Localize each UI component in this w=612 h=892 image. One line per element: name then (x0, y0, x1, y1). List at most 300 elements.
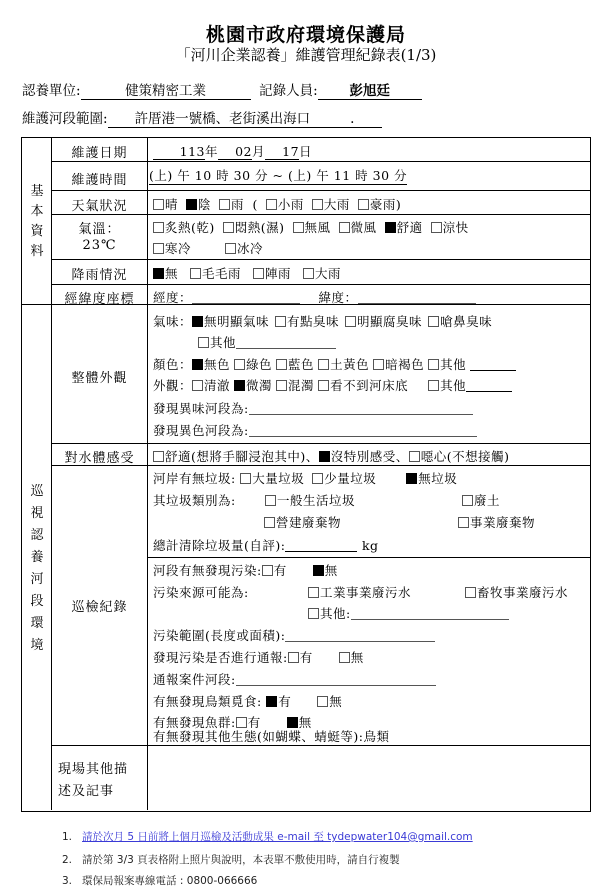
look-options (192, 378, 412, 393)
checkbox-checked-icon[interactable] (406, 473, 417, 484)
rain-options (153, 264, 353, 282)
checkbox-icon[interactable] (358, 199, 369, 210)
range-row-pollution (153, 626, 435, 644)
trash-options (240, 471, 384, 486)
case-row (153, 670, 436, 688)
checkbox-label: 舒適(想將手腳浸泡其中)、 (165, 449, 319, 464)
checkbox-label: 無明顯氣味 (204, 314, 270, 329)
row-divider (147, 557, 591, 558)
trash-total-row (153, 536, 379, 554)
checkbox-icon[interactable] (465, 587, 476, 598)
note-number: 3. (62, 875, 73, 887)
record-table (21, 137, 591, 812)
color-other-input[interactable] (470, 370, 516, 371)
checkbox-icon[interactable] (253, 268, 264, 279)
date-month[interactable]: 02 (218, 144, 252, 160)
checkbox-option[interactable] (262, 563, 287, 578)
trash-type-2 (462, 491, 500, 509)
report-label: 發現污染是否進行通報: (153, 650, 288, 665)
checkbox-icon[interactable] (219, 199, 230, 210)
checkbox-label: 雨 ( (231, 197, 258, 212)
page-subtitle: 「河川企業認養」維護管理紀錄表(1/3) (175, 46, 437, 64)
checkbox-label: 毛毛雨 (202, 266, 242, 281)
checkbox-icon[interactable] (192, 380, 203, 391)
checkbox-option[interactable] (293, 220, 331, 235)
time-min-unit-2: 分 (394, 168, 408, 183)
checkbox-label: 有點臭味 (287, 314, 340, 329)
source-other-input[interactable] (351, 619, 509, 620)
checkbox-option[interactable] (266, 694, 291, 709)
trash-type-1 (265, 491, 355, 509)
row-divider (51, 190, 591, 191)
row-divider (51, 214, 591, 215)
checkbox-option[interactable] (192, 314, 269, 329)
checkbox-icon[interactable] (225, 243, 236, 254)
checkbox-option[interactable] (428, 357, 466, 372)
recorder-value[interactable]: 彭旭廷 (318, 79, 422, 100)
date-year[interactable]: 113 (153, 144, 205, 160)
checkbox-label: 陣雨 (265, 266, 292, 281)
checkbox-option[interactable] (276, 378, 314, 393)
birds-label: 有無發現鳥類覓食: (153, 694, 262, 709)
checkbox-icon[interactable] (318, 380, 329, 391)
checkbox-option[interactable] (317, 694, 342, 709)
checkbox-icon[interactable] (264, 517, 275, 528)
range-row (22, 107, 382, 128)
other-notes-field[interactable] (148, 746, 590, 810)
checkbox-label: 有 (299, 650, 313, 665)
source-option-2 (465, 583, 568, 601)
note-3 (62, 873, 257, 888)
checkbox-icon[interactable] (458, 517, 469, 528)
checkbox-option[interactable] (240, 471, 304, 486)
checkbox-option[interactable] (431, 220, 469, 235)
trash-type-3 (264, 513, 341, 531)
checkbox-label: 晴 (165, 197, 179, 212)
look-other-input[interactable] (466, 391, 512, 392)
row-divider (51, 443, 591, 444)
checkbox-label: 廢土 (474, 493, 501, 508)
checkbox-label: 其他: (320, 606, 351, 621)
odd-color-input[interactable] (249, 436, 477, 437)
time-hour-unit-2: 時 (355, 168, 369, 183)
birds-options (266, 694, 368, 709)
checkbox-option[interactable] (458, 515, 535, 530)
checkbox-option[interactable] (385, 220, 423, 235)
email-link[interactable]: 請於次月 5 日前將上個月巡檢及活動成果 e-mail 至 tydepwater104@gmail.com (82, 831, 473, 843)
checkbox-label: 暗褐色 (385, 357, 425, 372)
temperature-options-1 (153, 218, 477, 236)
checkbox-icon[interactable] (288, 652, 299, 663)
checkbox-label: 一般生活垃圾 (277, 493, 356, 508)
checkbox-option[interactable] (345, 314, 422, 329)
time-end-wu: 午 (316, 168, 330, 183)
checkbox-label: 有 (273, 563, 287, 578)
source-label: 污染來源可能為: (153, 585, 249, 600)
other-label (58, 759, 128, 803)
checkbox-label: 其他 (210, 335, 237, 350)
checkbox-option[interactable] (318, 357, 369, 372)
date-day-unit: 日 (299, 144, 313, 159)
checkbox-checked-icon[interactable] (266, 696, 277, 707)
checkbox-icon[interactable] (265, 495, 276, 506)
checkbox-label: 噁心(不想接觸) (420, 449, 510, 464)
checkbox-label: 炙熱(乾) (165, 220, 215, 235)
row-divider (51, 259, 591, 260)
checkbox-label: 明顯腐臭味 (357, 314, 423, 329)
page-title: 桃園市政府環境保護局 (205, 24, 406, 46)
checkbox-option[interactable] (153, 241, 191, 256)
range-label: 維護河段範圍: (22, 111, 108, 127)
date-year-unit: 年 (205, 144, 219, 159)
case-label: 通報案件河段: (153, 672, 236, 687)
section-char: 基 (30, 184, 44, 199)
odd-smell-input[interactable] (249, 414, 473, 415)
checkbox-label: 事業廢棄物 (470, 515, 536, 530)
checkbox-option[interactable] (318, 378, 408, 393)
checkbox-icon[interactable] (276, 359, 287, 370)
section-char: 認 (30, 528, 44, 543)
smell-label: 氣味： (153, 314, 193, 329)
checkbox-option[interactable] (253, 266, 291, 281)
trash-total-label: 總計清除垃圾量(自評): (153, 538, 286, 553)
checkbox-icon[interactable] (275, 316, 286, 327)
color-options (192, 357, 470, 372)
date-label: 維護日期 (71, 146, 128, 161)
temperature-label: 氣溫： (78, 222, 121, 237)
checkbox-option[interactable] (339, 220, 377, 235)
checkbox-label: 舒適 (396, 220, 423, 235)
note-text: 請於第 3/3 頁表格附上照片與說明，本表單不敷使用時，請自行複製 (82, 854, 400, 866)
checkbox-icon[interactable] (462, 495, 473, 506)
trash-total-unit: kg (361, 538, 379, 553)
checkbox-label: 無色 (204, 357, 231, 372)
odd-color-row (153, 421, 477, 439)
trash-total-input[interactable] (285, 551, 357, 552)
checkbox-label: 無風 (304, 220, 331, 235)
checkbox-option[interactable] (265, 493, 355, 508)
checkbox-option[interactable] (276, 357, 314, 372)
note-text: 環保局報案專線電話 : 0800-066666 (82, 875, 258, 887)
checkbox-option[interactable] (198, 335, 236, 350)
time-start-hour[interactable]: 10 (194, 168, 212, 183)
checkbox-option[interactable] (264, 515, 341, 530)
time-hour-unit: 時 (216, 168, 230, 183)
checkbox-label: 少量垃圾 (324, 471, 377, 486)
checkbox-label: 大雨 (323, 197, 350, 212)
checkbox-option[interactable] (428, 378, 466, 393)
checkbox-icon[interactable] (303, 268, 314, 279)
longitude-label: 經度： (153, 290, 193, 305)
checkbox-label: 豪雨) (369, 197, 402, 212)
checkbox-label: 混濁 (288, 378, 315, 393)
checkbox-icon[interactable] (318, 359, 329, 370)
checkbox-option[interactable] (312, 471, 376, 486)
trash-type-label: 其垃圾類別為: (153, 493, 236, 508)
checkbox-option[interactable] (308, 585, 411, 600)
checkbox-label: 悶熱(濕) (234, 220, 285, 235)
checkbox-icon[interactable] (428, 380, 439, 391)
trash-label: 河岸有無垃圾: (153, 471, 236, 486)
checkbox-option[interactable] (192, 378, 230, 393)
time-sep: ~ (272, 168, 284, 183)
checkbox-icon[interactable] (431, 222, 442, 233)
odd-smell-label: 發現異味河段為: (153, 401, 249, 416)
checkbox-label: 無 (165, 266, 179, 281)
note-number: 2. (62, 854, 73, 866)
checkbox-option[interactable] (153, 266, 178, 281)
eco-row (153, 727, 389, 745)
checkbox-icon[interactable] (190, 268, 201, 279)
section-char: 養 (30, 550, 44, 565)
checkbox-label: 微風 (350, 220, 377, 235)
checkbox-icon[interactable] (409, 451, 420, 462)
checkbox-icon[interactable] (234, 359, 245, 370)
checkbox-label: 營建廢棄物 (276, 515, 342, 530)
smell-other-option (198, 335, 236, 350)
checkbox-option[interactable] (428, 314, 492, 329)
checkbox-label: 冰冷 (237, 241, 264, 256)
checkbox-checked-icon[interactable] (153, 268, 164, 279)
checkbox-icon[interactable] (153, 451, 164, 462)
col-divider (147, 138, 148, 810)
note-number: 1. (62, 831, 73, 843)
checkbox-option[interactable] (313, 563, 338, 578)
checkbox-option[interactable] (409, 449, 510, 464)
smell-other-row (198, 333, 336, 351)
time-start-min[interactable]: 30 (233, 168, 251, 183)
fish-label: 有無發現魚群: (153, 715, 236, 730)
checkbox-label: 大量垃圾 (252, 471, 305, 486)
checkbox-checked-icon[interactable] (192, 359, 203, 370)
time-end-hour[interactable]: 11 (333, 168, 351, 183)
checkbox-option[interactable] (153, 449, 319, 464)
section-char: 資 (30, 224, 44, 239)
checkbox-option[interactable] (266, 197, 304, 212)
source-row (153, 583, 249, 601)
checkbox-option[interactable] (358, 197, 401, 212)
checkbox-option[interactable] (312, 197, 350, 212)
eco-value[interactable]: 鳥類 (363, 729, 390, 744)
checkbox-checked-icon[interactable] (319, 451, 330, 462)
checkbox-icon[interactable] (266, 199, 277, 210)
checkbox-option[interactable] (465, 585, 568, 600)
checkbox-checked-icon[interactable] (186, 199, 197, 210)
note-1 (62, 829, 473, 844)
checkbox-checked-icon[interactable] (192, 316, 203, 327)
checkbox-icon[interactable] (153, 199, 164, 210)
time-label: 維護時間 (71, 173, 128, 188)
temperature-options-2 (153, 239, 297, 257)
odd-color-label: 發現異色河段為: (153, 423, 249, 438)
checkbox-label: 無垃圾 (418, 471, 458, 486)
coords-label: 經緯度座標 (64, 292, 135, 307)
temperature-value: 23℃ (82, 238, 117, 253)
pollution-label: 河段有無發現污染: (153, 563, 262, 578)
checkbox-label: 綠色 (246, 357, 273, 372)
section-basic-label (22, 182, 52, 262)
pollution-range-input[interactable] (285, 641, 435, 642)
checkbox-icon[interactable] (308, 608, 319, 619)
checkbox-label: 寒冷 (165, 241, 192, 256)
recorder-label: 記錄人員: (259, 83, 318, 99)
checkbox-label: 清澈 (204, 378, 231, 393)
checkbox-option[interactable] (234, 357, 272, 372)
checkbox-option[interactable] (373, 357, 424, 372)
checkbox-label: 畜牧事業廢污水 (477, 585, 569, 600)
weather-label: 天氣狀況 (71, 199, 128, 214)
section-char: 境 (30, 638, 44, 653)
feeling-options (153, 447, 510, 465)
section-char: 料 (30, 244, 44, 259)
date-month-unit: 月 (252, 144, 266, 159)
section-patrol-label (22, 481, 52, 657)
source-other-option (308, 606, 351, 621)
odd-smell-row (153, 399, 473, 417)
color-label: 顏色： (153, 357, 193, 372)
look-row (153, 376, 512, 394)
checkbox-option[interactable] (153, 197, 178, 212)
checkbox-option[interactable] (234, 378, 272, 393)
checkbox-option[interactable] (339, 650, 364, 665)
trash-row (153, 469, 457, 487)
checkbox-option[interactable] (223, 220, 285, 235)
checkbox-icon[interactable] (373, 359, 384, 370)
checkbox-label: 涼快 (442, 220, 469, 235)
section-char: 視 (30, 506, 44, 521)
range-value-text: 許厝港一號橋、老街溪出海口 (134, 111, 311, 127)
checkbox-checked-icon[interactable] (313, 565, 324, 576)
checkbox-label: 微濁 (246, 378, 273, 393)
other-label-line: 述及記事 (58, 784, 115, 799)
latitude-label: 緯度： (318, 290, 358, 305)
checkbox-label: 其他 (440, 357, 467, 372)
trash-type-4 (458, 513, 535, 531)
birds-row (153, 692, 368, 710)
section-char: 環 (30, 616, 44, 631)
checkbox-icon[interactable] (345, 316, 356, 327)
checkbox-label: 看不到河床底 (330, 378, 409, 393)
time-field[interactable] (149, 166, 407, 185)
date-day[interactable]: 17 (265, 144, 299, 160)
time-start-wu: 午 (177, 168, 191, 183)
checkbox-label: 工業事業廢污水 (320, 585, 412, 600)
checkbox-label: 其他 (440, 378, 467, 393)
time-start-ampm: (上) (149, 168, 173, 183)
checkbox-option[interactable] (303, 266, 341, 281)
checkbox-icon[interactable] (276, 380, 287, 391)
smell-options (192, 314, 498, 329)
checkbox-label: 有 (278, 694, 292, 709)
checkbox-option[interactable] (319, 449, 409, 464)
checkbox-icon[interactable] (312, 199, 323, 210)
adopter-row (22, 79, 422, 100)
date-field[interactable] (153, 142, 312, 160)
time-end-min[interactable]: 30 (372, 168, 390, 183)
checkbox-icon[interactable] (339, 222, 350, 233)
checkbox-label: 無 (324, 563, 338, 578)
checkbox-option[interactable] (308, 606, 351, 621)
checkbox-icon[interactable] (223, 222, 234, 233)
source-option-1 (308, 583, 411, 601)
look-label: 外觀： (153, 378, 193, 393)
checkbox-label: 有 (247, 715, 261, 730)
eco-label: 有無發現其他生態(如蝴蝶、蜻蜓等): (153, 729, 364, 744)
adopter-value[interactable]: 健策精密工業 (81, 79, 251, 100)
checkbox-option[interactable] (153, 220, 215, 235)
case-input[interactable] (236, 685, 436, 686)
rain-label: 降雨情況 (71, 268, 128, 283)
checkbox-icon[interactable] (317, 696, 328, 707)
checkbox-icon[interactable] (312, 473, 323, 484)
checkbox-icon[interactable] (339, 652, 350, 663)
smell-row (153, 312, 498, 330)
checkbox-option[interactable] (186, 197, 211, 212)
latitude-input[interactable] (358, 303, 476, 304)
smell-other-input[interactable] (236, 348, 336, 349)
checkbox-label: 大雨 (315, 266, 342, 281)
checkbox-label: 無 (350, 650, 364, 665)
checkbox-option[interactable] (406, 471, 457, 486)
checkbox-label: 無 (298, 715, 312, 730)
row-divider (51, 284, 591, 285)
checkbox-checked-icon[interactable] (385, 222, 396, 233)
checkbox-option[interactable] (275, 314, 339, 329)
checkbox-icon[interactable] (293, 222, 304, 233)
checkbox-option[interactable] (192, 357, 230, 372)
pollution-range-label: 污染範圍(長度或面積): (153, 628, 286, 643)
checkbox-option[interactable] (462, 493, 500, 508)
checkbox-option[interactable] (190, 266, 241, 281)
checkbox-label: 陰 (198, 197, 212, 212)
report-row (153, 648, 390, 666)
weather-options (153, 195, 409, 213)
look-other-option (428, 378, 466, 393)
coords-field (153, 288, 476, 306)
checkbox-icon[interactable] (308, 587, 319, 598)
checkbox-icon[interactable] (262, 565, 273, 576)
checkbox-icon[interactable] (198, 337, 209, 348)
longitude-input[interactable] (192, 303, 300, 304)
section-char: 本 (30, 204, 44, 219)
color-row (153, 355, 516, 373)
checkbox-label: 小雨 (277, 197, 304, 212)
range-value[interactable] (108, 107, 382, 128)
checkbox-icon[interactable] (240, 473, 251, 484)
pollution-row (153, 561, 364, 579)
checkbox-icon[interactable] (153, 243, 164, 254)
appearance-label: 整體外觀 (71, 371, 128, 386)
checkbox-option[interactable] (219, 197, 258, 212)
checkbox-label: 土黃色 (330, 357, 370, 372)
section-char: 河 (30, 572, 44, 587)
checkbox-option[interactable] (225, 241, 263, 256)
checkbox-checked-icon[interactable] (234, 380, 245, 391)
note-2 (62, 852, 400, 867)
checkbox-label: 嗆鼻臭味 (440, 314, 493, 329)
section-char: 段 (30, 594, 44, 609)
trash-none-option (406, 471, 457, 486)
checkbox-option[interactable] (288, 650, 313, 665)
checkbox-icon[interactable] (153, 222, 164, 233)
range-end: . (350, 111, 355, 127)
report-options (288, 650, 390, 665)
checkbox-icon[interactable] (428, 316, 439, 327)
checkbox-icon[interactable] (428, 359, 439, 370)
time-min-unit: 分 (255, 168, 269, 183)
adopter-label: 認養單位: (22, 83, 81, 99)
trash-type-row (153, 491, 236, 509)
